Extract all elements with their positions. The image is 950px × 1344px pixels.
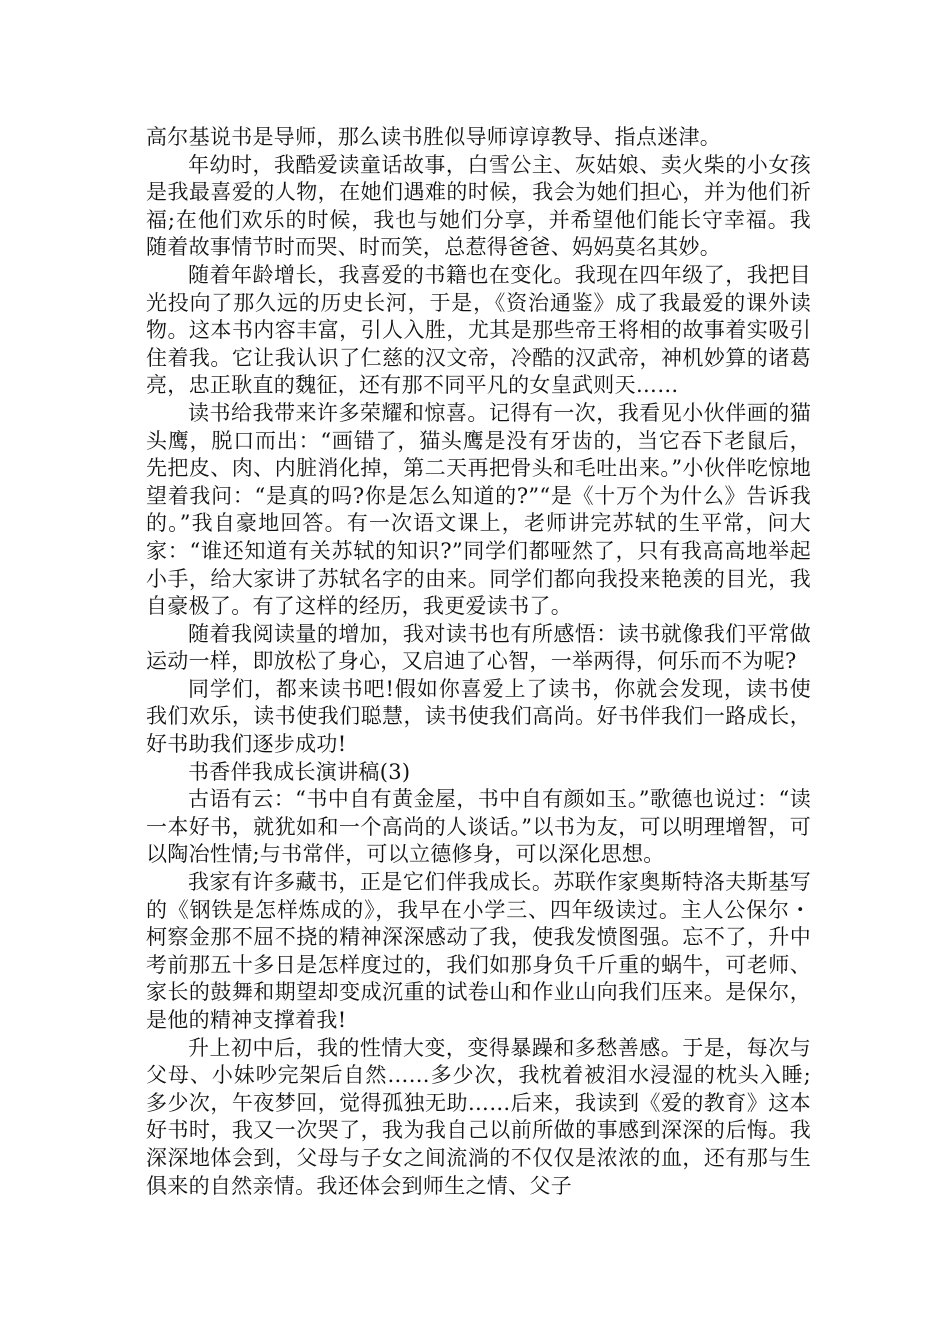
paragraph-intro-line: 高尔基说书是导师，那么读书胜似导师谆谆教导、指点迷津。 — [146, 125, 722, 149]
paragraph-reading-insight: 随着我阅读量的增加，我对读书也有所感悟：读书就像我们平常做运动一样，即放松了身心，又启迪了心智，一举两得，何乐而不为呢? — [146, 621, 811, 674]
paragraph-junior-high: 升上初中后，我的性情大变，变得暴躁和多愁善感。于是，每次与父母、小妹吵完架后自然……多少次，我枕着被泪水浸湿的枕头入睡;多少次，午夜梦回，觉得孤独无助……后来，我读到《爱的教育》这本好书时，我又一次哭了，我为我自己以前所做的事感到深深的后悔。我深深地体会到，父母与子女之间流淌的不仅仅是浓浓的血，还有那与生俱来的自然亲情。我还体会到师生之情、父子 — [146, 1035, 811, 1198]
paragraph-childhood-fairy-tales: 年幼时，我酷爱读童话故事，白雪公主、灰姑娘、卖火柴的小女孩是我最喜爱的人物，在她们遇难的时候，我会为她们担心，并为他们祈福;在他们欢乐的时候，我也与她们分享，并希望他们能长守幸福。我随着故事情节时而哭、时而笑，总惹得爸爸、妈妈莫名其妙。 — [146, 152, 811, 260]
section-heading: 书香伴我成长演讲稿(3) — [188, 759, 411, 784]
paragraph-history-books: 随着年龄增长，我喜爱的书籍也在变化。我现在四年级了，我把目光投向了那久远的历史长河，于是，《资治通鉴》成了我最爱的课外读物。这本书内容丰富，引人入胜，尤其是那些帝王将相的故事着实吸引住着我。它让我认识了仁慈的汉文帝，冷酷的汉武帝，神机妙算的诸葛亮，忠正耿直的魏征，还有那不同平凡的女皇武则天…… — [146, 262, 811, 398]
paragraph-home-books: 我家有许多藏书，正是它们伴我成长。苏联作家奥斯特洛夫斯基写的《钢铁是怎样炼成的》，我早在小学三、四年级读过。主人公保尔・柯察金那不屈不挠的精神深深感动了我，使我发愤图强。忘不了，升中考前那五十多日是怎样度过的，我们如那身负千斤重的蜗牛，可老师、家长的鼓舞和期望却变成沉重的试卷山和作业山向我们压来。是保尔，是他的精神支撑着我! — [146, 870, 811, 1032]
paragraph-call-to-read: 同学们，都来读书吧!假如你喜爱上了读书，你就会发现，读书使我们欢乐，读书使我们聪慧，读书使我们高尚。好书伴我们一路成长，好书助我们逐步成功! — [146, 676, 811, 757]
document-body — [146, 124, 811, 1200]
paragraph-ancient-saying: 古语有云：“书中自有黄金屋，书中自有颜如玉。”歌德也说过：“读一本好书，就犹如和一个高尚的人谈话。”以书为友，可以明理增智，可以陶冶性情;与书常伴，可以立德修身，可以深化思想。 — [146, 787, 811, 867]
paragraph-honor-and-surprise: 读书给我带来许多荣耀和惊喜。记得有一次，我看见小伙伴画的猫头鹰，脱口而出：“画错了，猫头鹰是没有牙齿的，当它吞下老鼠后，先把皮、肉、内脏消化掉，第二天再把骨头和毛吐出来。”小伙伴吃惊地望着我问：“是真的吗?你是怎么知道的?”“是《十万个为什么》告诉我的。”我自豪地回答。有一次语文课上，老师讲完苏轼的生平常，问大家：“谁还知道有关苏轼的知识?”同学们都哑然了，只有我高高地举起小手，给大家讲了苏轼名字的由来。同学们都向我投来艳羡的目光，我自豪极了。有了这样的经历，我更爱读书了。 — [146, 400, 811, 619]
